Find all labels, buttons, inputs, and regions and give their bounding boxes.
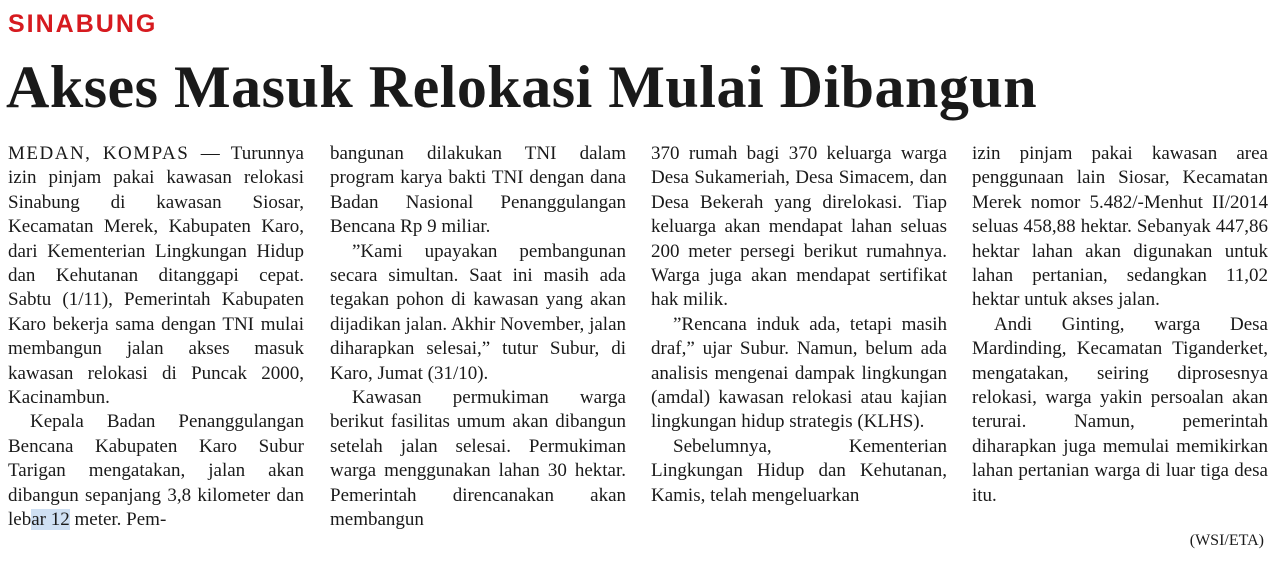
paragraph: ”Kami upayakan pembangunan secara simultan. Saat ini masih ada tegakan pohon di kawasan yang akan dijadikan jalan. Akhir November, jalan diharapkan selesai,” tutur Subur, di Karo, Jumat (31/10). bbox=[330, 240, 626, 384]
paragraph: Sebelumnya, Kementerian Lingkungan Hidup dan Kehutanan, Kamis, telah mengeluarkan bbox=[651, 435, 947, 506]
paragraph-text: meter. Pem- bbox=[69, 509, 167, 531]
article-column-2 bbox=[330, 142, 626, 533]
article-column-4 bbox=[972, 142, 1268, 508]
section-kicker: SINABUNG bbox=[8, 10, 158, 38]
paragraph: bangunan dilakukan TNI dalam program karya bakti TNI dengan dana Badan Nasional Penanggulangan Bencana Rp 9 miliar. bbox=[330, 143, 626, 238]
text-selection-highlight[interactable]: ar 12 bbox=[31, 509, 70, 531]
article-column-3 bbox=[651, 142, 947, 508]
byline: (WSI/ETA) bbox=[1189, 532, 1264, 549]
paragraph: 370 rumah bagi 370 keluarga warga Desa Sukameriah, Desa Simacem, dan Desa Bekerah yang direlokasi. Tiap keluarga akan mendapat lahan seluas 200 meter persegi berikut rumahnya. Warga juga akan mendapat sertifikat hak milik. bbox=[651, 143, 947, 311]
paragraph bbox=[8, 410, 304, 532]
article-headline: Akses Masuk Relokasi Mulai Dibangun bbox=[6, 54, 1038, 120]
paragraph: izin pinjam pakai kawasan area penggunaan lain Siosar, Kecamatan Merek nomor 5.482/-Menhut II/2014 seluas 458,88 hektar. Sebanyak 447,86 hektar lahan akan digunakan untuk lahan pertanian, sedangkan 11,02 hektar untuk akses jalan. bbox=[972, 143, 1268, 311]
paragraph: Kawasan permukiman warga berikut fasilitas umum akan dibangun setelah jalan selesai. Permukiman warga menggunakan lahan 30 hektar. Pemerintah direncanakan akan membangun bbox=[330, 387, 626, 531]
paragraph: Andi Ginting, warga Desa Mardinding, Kecamatan Tiganderket, mengatakan, seiring diprosesnya relokasi, warga yakin persoalan akan terurai. Namun, pemerintah diharapkan juga memulai memikirkan lahan pertanian warga di luar tiga desa itu. bbox=[972, 313, 1268, 506]
article-column-1 bbox=[8, 142, 304, 533]
paragraph bbox=[8, 142, 304, 410]
paragraph-text: Turunnya izin pinjam pakai kawasan relokasi Sinabung di kawasan Siosar, Kecamatan Merek, Kabupaten Karo, dari Kementerian Lingkungan Hidup dan Kehutanan ditanggapi cepat. Sabtu (1/11), Pemerintah Kabupaten Karo bekerja sama dengan TNI mulai membangun jalan akses masuk kawasan relokasi di Puncak 2000, Kacinambun. bbox=[8, 143, 304, 409]
dateline: MEDAN, KOMPAS — bbox=[8, 143, 222, 164]
paragraph: ”Rencana induk ada, tetapi masih draf,” ujar Subur. Namun, belum ada analisis mengenai dampak lingkungan (amdal) kawasan relokasi atau kajian lingkungan hidup strategis (KLHS). bbox=[651, 313, 947, 433]
paragraph-text: Kepala Badan Penanggulangan Bencana Kabupaten Karo Subur Tarigan mengatakan, jalan akan dibangun sepanjang 3,8 kilometer dan leb bbox=[8, 411, 304, 531]
